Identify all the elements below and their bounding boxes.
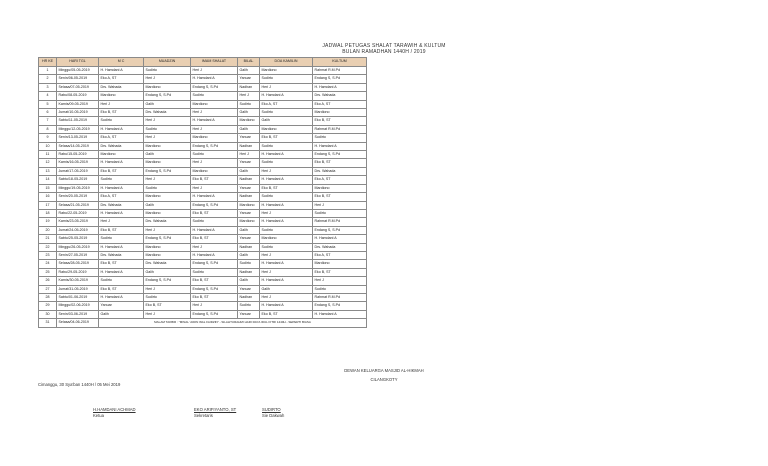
table-cell: Sudirto: [313, 134, 367, 142]
table-cell: Yanuar: [238, 159, 260, 167]
table-cell: Nadhan: [238, 268, 260, 276]
table-row: [39, 235, 367, 243]
table-cell: Sabtu/01-06-2019: [57, 293, 99, 301]
table-cell: Kamis/23-05-2019: [57, 218, 99, 226]
table-cell: Sudirto: [191, 268, 238, 276]
table-cell: Endang S, S.Pd: [191, 83, 238, 91]
table-cell: Mardiono: [191, 134, 238, 142]
table-cell: Mardiono: [191, 167, 238, 175]
table-row: [39, 159, 367, 167]
table-row: [39, 151, 367, 159]
signatory-dakwah: [262, 407, 284, 418]
table-cell: Eko B, ST: [99, 226, 144, 234]
table-row: [39, 243, 367, 251]
table-cell: Heri J: [313, 201, 367, 209]
table-cell: Drs. Wahada: [144, 218, 191, 226]
table-cell: 30: [39, 310, 57, 318]
table-cell: Endang S, S.Pd: [144, 167, 191, 175]
table-cell: Minggu/05-05-2019: [57, 67, 99, 75]
takbir-note: MALAM TAKBIR : "MINAL 'AIDIN WAL FAIDZIN" - SILAHTURAHMI HARI RAYA IDUL FITRI 1440H - SEPERTI BIASA: [99, 319, 367, 327]
table-cell: H. Hamdani A: [260, 176, 313, 184]
table-cell: Galih: [238, 226, 260, 234]
table-cell: 13: [39, 167, 57, 175]
table-cell: 6: [39, 109, 57, 117]
table-cell: Endang S, S.Pd: [191, 285, 238, 293]
signatory-chairman: [93, 407, 136, 418]
table-cell: Nadhan: [238, 176, 260, 184]
table-cell: 3: [39, 83, 57, 91]
table-cell: Yanuar: [238, 184, 260, 192]
table-cell: Sudirto: [238, 100, 260, 108]
table-cell: Heri J: [191, 184, 238, 192]
table-cell: Selasa/07-05-2019: [57, 83, 99, 91]
table-row: [39, 193, 367, 201]
signatory-role: Ketua: [93, 413, 104, 418]
table-cell: Sudirto: [260, 243, 313, 251]
table-cell: Yanuar: [99, 302, 144, 310]
table-cell: Heri J: [191, 67, 238, 75]
signatory-role: Sie Dakwah: [262, 413, 285, 418]
table-cell: Selasa/28-05-2019: [57, 260, 99, 268]
table-cell: 11: [39, 151, 57, 159]
table-cell: Endang S, S.Pd: [191, 260, 238, 268]
table-cell: Eko B, ST: [313, 159, 367, 167]
table-row: [39, 277, 367, 285]
table-cell: Selasa/04-06-2019: [57, 319, 99, 327]
table-cell: Mardiono: [313, 109, 367, 117]
table-cell: H. Hamdani A: [191, 193, 238, 201]
table-cell: H. Hamdani A: [313, 310, 367, 318]
table-cell: Galih: [144, 151, 191, 159]
table-cell: Sudirto: [260, 75, 313, 83]
table-cell: Drs. Wahada: [99, 142, 144, 150]
table-cell: Heri J: [238, 92, 260, 100]
table-cell: Minggu/12-05-2019: [57, 125, 99, 133]
table-cell: Rabu/29-05-2019: [57, 268, 99, 276]
table-cell: Mardiono: [144, 142, 191, 150]
table-cell: Mardiono: [99, 151, 144, 159]
table-cell: 10: [39, 142, 57, 150]
signatory-secretary: [194, 407, 236, 418]
table-cell: Heri J: [238, 151, 260, 159]
table-cell: H. Hamdani A: [99, 125, 144, 133]
table-cell: H. Hamdani A: [191, 117, 238, 125]
table-cell: 18: [39, 209, 57, 217]
table-cell: Eko B, ST: [260, 134, 313, 142]
table-row: [39, 302, 367, 310]
table-cell: Heri J: [260, 209, 313, 217]
table-row: [39, 268, 367, 276]
table-row: [39, 142, 367, 150]
table-row: [39, 319, 367, 327]
table-row: [39, 310, 367, 318]
table-row: [39, 209, 367, 217]
table-row: [39, 218, 367, 226]
table-row: [39, 293, 367, 301]
table-cell: Sudirto: [191, 151, 238, 159]
table-row: [39, 75, 367, 83]
table-cell: Sudirto: [238, 260, 260, 268]
table-cell: Mardiono: [313, 260, 367, 268]
table-cell: 19: [39, 218, 57, 226]
table-cell: Heri J: [99, 218, 144, 226]
table-cell: H. Hamdani A: [191, 226, 238, 234]
table-cell: Sudirto: [144, 67, 191, 75]
table-cell: Sudirto: [191, 218, 238, 226]
table-row: [39, 125, 367, 133]
table-cell: Mardiono: [238, 218, 260, 226]
signatory-role: Sekretaris: [194, 413, 213, 418]
table-cell: Eko B, ST: [191, 277, 238, 285]
table-cell: 27: [39, 285, 57, 293]
table-cell: Sudirto: [260, 226, 313, 234]
table-cell: Kamis/30-05-2019: [57, 277, 99, 285]
table-cell: Mardiono: [144, 209, 191, 217]
table-cell: Heri J: [191, 302, 238, 310]
table-cell: Endang S, S.Pd: [144, 277, 191, 285]
table-cell: Galih: [144, 201, 191, 209]
table-cell: 4: [39, 92, 57, 100]
table-cell: Drs. Wahada: [313, 243, 367, 251]
table-cell: Minggu/02-06-2019: [57, 302, 99, 310]
table-cell: Eko B, ST: [99, 167, 144, 175]
table-cell: Eko B, ST: [260, 310, 313, 318]
table-cell: Rabu/08-05-2019: [57, 92, 99, 100]
table-cell: Yanuar: [238, 310, 260, 318]
table-row: [39, 134, 367, 142]
table-cell: Heri J: [260, 83, 313, 91]
table-cell: Eko A, ST: [99, 193, 144, 201]
table-cell: Endang S, S.Pd: [144, 235, 191, 243]
table-cell: Endang S, S.Pd: [191, 310, 238, 318]
table-cell: Jumat/24-05-2019: [57, 226, 99, 234]
table-cell: H. Hamdani A: [99, 209, 144, 217]
table-cell: H. Hamdani A: [99, 159, 144, 167]
table-cell: Mardiono: [313, 184, 367, 192]
table-cell: H. Hamdani A: [260, 218, 313, 226]
table-cell: 16: [39, 193, 57, 201]
document-subtitle: BULAN RAMADHAN 1440H / 2019: [342, 49, 426, 55]
table-cell: Yanuar: [238, 75, 260, 83]
table-cell: Endang S, S.Pd: [191, 201, 238, 209]
table-cell: Rahmat R.M.Pd: [313, 293, 367, 301]
table-cell: 17: [39, 201, 57, 209]
table-cell: Eko A, ST: [99, 134, 144, 142]
table-row: [39, 251, 367, 259]
table-cell: Endang S, S.Pd: [313, 151, 367, 159]
table-cell: Rahmat R.M.Pd: [313, 125, 367, 133]
column-header: DOA KAMILIN: [260, 58, 313, 67]
table-cell: Eko B, ST: [313, 117, 367, 125]
table-cell: Heri J: [144, 117, 191, 125]
table-cell: Heri J: [260, 251, 313, 259]
column-header: HR KE: [39, 58, 57, 67]
table-cell: Sabtu/11-05-2019: [57, 117, 99, 125]
table-cell: H. Hamdani A: [313, 83, 367, 91]
table-cell: Sudirto: [191, 92, 238, 100]
table-cell: Heri J: [144, 75, 191, 83]
place-date: Cimanggu, 30 Sya'ban 1440H / 05 Mei 2019: [38, 382, 121, 387]
document-title: JADWAL PETUGAS SHALAT TARAWIH & KULTUM: [322, 43, 446, 49]
table-cell: Eko A, ST: [99, 75, 144, 83]
table-cell: 31: [39, 319, 57, 327]
table-cell: Eko B, ST: [313, 268, 367, 276]
table-cell: Sudirto: [144, 184, 191, 192]
table-cell: Sudirto: [238, 302, 260, 310]
table-cell: Galih: [238, 277, 260, 285]
table-cell: H. Hamdani A: [99, 243, 144, 251]
table-cell: Senin/13-05-2019: [57, 134, 99, 142]
table-cell: Rahmat R.M.Pd: [313, 218, 367, 226]
schedule-table: [38, 57, 367, 328]
table-cell: 7: [39, 117, 57, 125]
table-row: [39, 260, 367, 268]
table-cell: Nadhan: [238, 142, 260, 150]
table-cell: 2: [39, 75, 57, 83]
table-row: [39, 184, 367, 192]
table-cell: Eko B, ST: [260, 184, 313, 192]
table-cell: Sudirto: [260, 159, 313, 167]
table-cell: Heri J: [313, 277, 367, 285]
table-cell: 1: [39, 67, 57, 75]
table-cell: Minggu/19-05-2019: [57, 184, 99, 192]
table-cell: Heri J: [144, 285, 191, 293]
table-cell: Endang S, S.Pd: [313, 226, 367, 234]
table-cell: Jumat/10-05-2019: [57, 109, 99, 117]
table-cell: 22: [39, 243, 57, 251]
table-cell: Eko B, ST: [99, 285, 144, 293]
column-header: BILAL: [238, 58, 260, 67]
table-cell: Yanuar: [238, 209, 260, 217]
table-row: [39, 92, 367, 100]
table-cell: H. Hamdani A: [99, 67, 144, 75]
table-cell: 24: [39, 260, 57, 268]
table-cell: Galih: [260, 285, 313, 293]
table-cell: Galih: [238, 167, 260, 175]
table-cell: Galih: [238, 125, 260, 133]
table-cell: H. Hamdani A: [191, 75, 238, 83]
column-header: IMAM SHALAT: [191, 58, 238, 67]
table-cell: Heri J: [144, 134, 191, 142]
column-header: M C: [99, 58, 144, 67]
signatory-name: SUDIRTO: [262, 407, 281, 412]
column-header: MUADZIN: [144, 58, 191, 67]
table-cell: Sudirto: [99, 176, 144, 184]
table-cell: Rabu/22-05-2019: [57, 209, 99, 217]
table-cell: Mardiono: [238, 201, 260, 209]
table-cell: Drs. Wahada: [99, 201, 144, 209]
table-cell: Drs. Wahada: [313, 92, 367, 100]
table-cell: Heri J: [99, 100, 144, 108]
table-row: [39, 176, 367, 184]
table-cell: Sudirto: [144, 125, 191, 133]
table-cell: 29: [39, 302, 57, 310]
table-cell: Senin/20-05-2019: [57, 193, 99, 201]
table-cell: Rabu/15-05-2019: [57, 151, 99, 159]
table-cell: Selasa/14-05-2019: [57, 142, 99, 150]
table-cell: Mardiono: [144, 251, 191, 259]
table-cell: Mardiono: [191, 100, 238, 108]
table-cell: Sudirto: [313, 285, 367, 293]
table-cell: Yanuar: [238, 235, 260, 243]
table-cell: Heri J: [191, 125, 238, 133]
table-cell: 9: [39, 134, 57, 142]
table-cell: Galih: [260, 117, 313, 125]
table-cell: 23: [39, 251, 57, 259]
table-cell: Senin/03-06-2019: [57, 310, 99, 318]
table-cell: Drs. Wahada: [99, 83, 144, 91]
table-row: [39, 201, 367, 209]
table-cell: Yanuar: [238, 134, 260, 142]
table-cell: Galih: [99, 310, 144, 318]
table-cell: Heri J: [144, 226, 191, 234]
table-cell: Mardiono: [99, 92, 144, 100]
table-cell: 25: [39, 268, 57, 276]
table-cell: Galih: [238, 251, 260, 259]
table-cell: Galih: [144, 100, 191, 108]
table-cell: Heri J: [191, 159, 238, 167]
table-row: [39, 109, 367, 117]
table-row: [39, 167, 367, 175]
table-cell: H. Hamdani A: [260, 277, 313, 285]
table-cell: 5: [39, 100, 57, 108]
table-cell: Galih: [144, 268, 191, 276]
table-cell: Heri J: [191, 109, 238, 117]
table-cell: Sudirto: [260, 109, 313, 117]
table-cell: Eko B, ST: [144, 302, 191, 310]
table-cell: H. Hamdani A: [99, 184, 144, 192]
table-cell: H. Hamdani A: [260, 302, 313, 310]
table-cell: Drs. Wahada: [144, 109, 191, 117]
table-cell: Eko B, ST: [191, 293, 238, 301]
table-cell: H. Hamdani A: [191, 251, 238, 259]
table-cell: Rahmat R.M.Pd: [313, 67, 367, 75]
table-row: [39, 67, 367, 75]
column-header: HARI TGL: [57, 58, 99, 67]
table-cell: Drs. Wahada: [99, 251, 144, 259]
column-header: KULTUM: [313, 58, 367, 67]
table-cell: Eko A, ST: [313, 100, 367, 108]
table-cell: Drs. Wahada: [313, 167, 367, 175]
table-cell: Jumat/31-05-2019: [57, 285, 99, 293]
table-cell: Endang S, S.Pd: [313, 75, 367, 83]
table-cell: 8: [39, 125, 57, 133]
table-cell: 21: [39, 235, 57, 243]
table-cell: Senin/27-05-2019: [57, 251, 99, 259]
table-cell: Selasa/21-05-2019: [57, 201, 99, 209]
table-cell: Sudirto: [99, 117, 144, 125]
table-cell: Mardiono: [260, 125, 313, 133]
table-cell: H. Hamdani A: [260, 260, 313, 268]
table-cell: Sudirto: [99, 277, 144, 285]
table-cell: Eko A, ST: [313, 176, 367, 184]
table-row: [39, 100, 367, 108]
table-cell: Galih: [238, 109, 260, 117]
table-cell: Minggu/26-05-2019: [57, 243, 99, 251]
table-cell: Sudirto: [313, 209, 367, 217]
table-cell: Heri J: [260, 167, 313, 175]
table-cell: Heri J: [260, 293, 313, 301]
table-cell: H. Hamdani A: [313, 142, 367, 150]
table-cell: 28: [39, 293, 57, 301]
table-row: [39, 285, 367, 293]
table-cell: Mardiono: [260, 67, 313, 75]
table-cell: 20: [39, 226, 57, 234]
table-cell: Jumat/17-05-2019: [57, 167, 99, 175]
table-cell: 26: [39, 277, 57, 285]
table-cell: Heri J: [260, 268, 313, 276]
table-cell: Sudirto: [260, 193, 313, 201]
table-header-row: [39, 58, 367, 67]
signatory-name: EKO ARIFIYANTO, ST: [194, 407, 237, 412]
table-cell: Endang S, S.Pd: [144, 92, 191, 100]
table-cell: Kamis/09-05-2019: [57, 100, 99, 108]
table-row: [39, 226, 367, 234]
table-cell: Mardiono: [144, 83, 191, 91]
table-cell: Mardiono: [260, 235, 313, 243]
table-cell: Drs. Wahada: [144, 260, 191, 268]
signatory-name: H.HAMDANI ACHMAD: [93, 407, 136, 412]
organization-location: CILANGKOTY: [370, 377, 398, 382]
table-cell: Heri J: [144, 176, 191, 184]
table-cell: Endang S, S.Pd: [313, 302, 367, 310]
table-cell: Sabtu/18-05-2019: [57, 176, 99, 184]
table-cell: Eko B, ST: [191, 176, 238, 184]
table-cell: Endang S, S.Pd: [191, 142, 238, 150]
table-cell: Eko B, ST: [191, 235, 238, 243]
table-cell: Kamis/16-05-2019: [57, 159, 99, 167]
table-cell: Mardiono: [238, 117, 260, 125]
table-row: [39, 117, 367, 125]
table-cell: H. Hamdani A: [260, 92, 313, 100]
table-cell: 12: [39, 159, 57, 167]
table-cell: Eko B, ST: [99, 109, 144, 117]
table-cell: Nadhan: [238, 243, 260, 251]
table-cell: H. Hamdani A: [99, 268, 144, 276]
table-cell: H. Hamdani A: [260, 151, 313, 159]
table-cell: Sudirto: [99, 235, 144, 243]
table-cell: H. Hamdani A: [260, 201, 313, 209]
table-row: [39, 83, 367, 91]
table-cell: Eko B, ST: [313, 193, 367, 201]
table-cell: H. Hamdani A: [99, 293, 144, 301]
table-cell: Nadhan: [238, 193, 260, 201]
table-cell: Sudirto: [144, 293, 191, 301]
table-cell: Galih: [238, 67, 260, 75]
organization-name: DEWAN KELUARGA MASJID AL-HIKMAH: [344, 368, 424, 373]
table-cell: Mardiono: [144, 159, 191, 167]
table-cell: Yanuar: [238, 285, 260, 293]
table-cell: Nadhan: [238, 83, 260, 91]
table-cell: 15: [39, 184, 57, 192]
table-cell: Senin/06-05-2019: [57, 75, 99, 83]
table-cell: Nadhan: [238, 293, 260, 301]
table-cell: Eko A, ST: [313, 251, 367, 259]
table-cell: Eko B, ST: [99, 260, 144, 268]
table-cell: Heri J: [191, 243, 238, 251]
table-cell: H. Hamdani A: [313, 235, 367, 243]
table-cell: Eko B, ST: [191, 209, 238, 217]
table-cell: Sudirto: [260, 142, 313, 150]
table-cell: Sabtu/25-05-2019: [57, 235, 99, 243]
table-cell: Eko A, ST: [260, 100, 313, 108]
table-cell: 14: [39, 176, 57, 184]
table-cell: Mardiono: [144, 193, 191, 201]
table-cell: Heri J: [144, 310, 191, 318]
table-cell: Mardiono: [144, 243, 191, 251]
